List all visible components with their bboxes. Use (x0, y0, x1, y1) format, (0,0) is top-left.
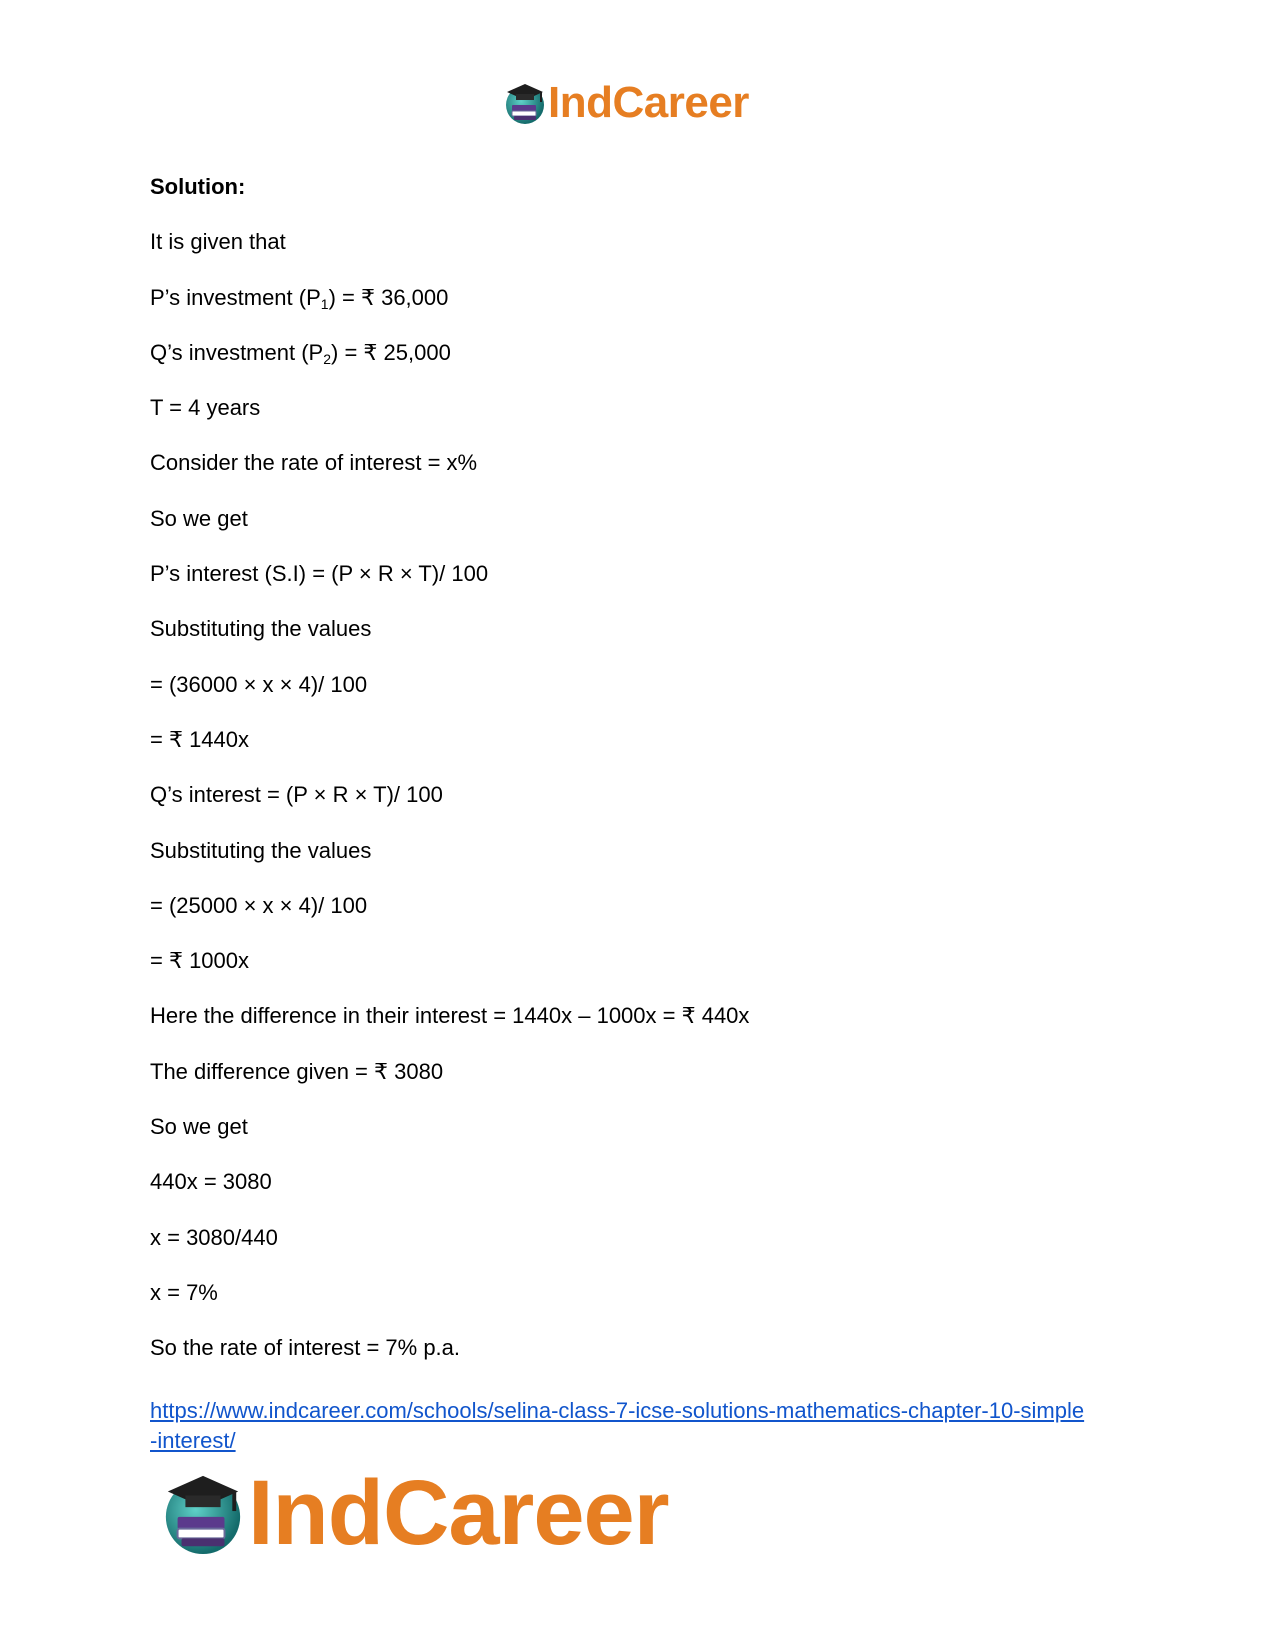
graduation-cap-globe-logo-icon (503, 80, 547, 126)
p-investment-label: P’s investment (P (150, 284, 321, 310)
solution-line: Substituting the values (150, 837, 372, 863)
solution-line: x = 7% (150, 1279, 218, 1305)
q-investment-subscript: 2 (323, 350, 332, 367)
solution-line: It is given that (150, 229, 286, 255)
footer-logo (160, 1462, 669, 1564)
solution-line: = (36000 × x × 4)/ 100 (150, 671, 368, 697)
p-investment-subscript: 1 (320, 295, 329, 312)
graduation-cap-globe-logo-icon (160, 1468, 246, 1558)
q-investment-value: ) = ₹ 25,000 (331, 339, 451, 365)
solution-line: = ₹ 1000x (150, 948, 250, 974)
solution-line-q-investment (150, 340, 1150, 366)
footer-logo-text: IndCareer (248, 1462, 669, 1564)
p-investment-value: ) = ₹ 36,000 (328, 284, 449, 310)
solution-line-p-investment (150, 285, 1150, 311)
solution-line: T = 4 years (150, 395, 261, 421)
solution-line: 440x = 3080 (150, 1169, 272, 1195)
q-investment-label: Q’s investment (P (150, 339, 324, 365)
solution-line: So we get (150, 505, 248, 531)
solution-line: Substituting the values (150, 616, 372, 642)
solution-line: P’s interest (S.I) = (P × R × T)/ 100 (150, 561, 489, 587)
solution-line-conclusion: So the rate of interest = 7% p.a. (150, 1335, 461, 1361)
solution-line: x = 3080/440 (150, 1224, 278, 1250)
solution-line: Q’s interest = (P × R × T)/ 100 (150, 782, 443, 808)
source-link[interactable] (150, 1396, 1150, 1456)
solution-line: Here the difference in their interest = 1440x – 1000x = ₹ 440x (150, 1003, 750, 1029)
source-link-line-1[interactable]: https://www.indcareer.com/schools/selina-class-7-icse-solutions-mathematics-chapter-10-simple (150, 1398, 1085, 1423)
header-logo (503, 80, 749, 126)
solution-line: The difference given = ₹ 3080 (150, 1058, 444, 1084)
solution-line: = ₹ 1440x (150, 726, 250, 752)
solution-heading: Solution: (150, 174, 246, 199)
header-logo-text: IndCareer (548, 78, 749, 127)
solution-line: = (25000 × x × 4)/ 100 (150, 892, 368, 918)
solution-content (150, 174, 1150, 1391)
source-link-line-2[interactable]: -interest/ (150, 1428, 236, 1453)
solution-line: Consider the rate of interest = x% (150, 450, 478, 476)
solution-line: So we get (150, 1114, 248, 1140)
